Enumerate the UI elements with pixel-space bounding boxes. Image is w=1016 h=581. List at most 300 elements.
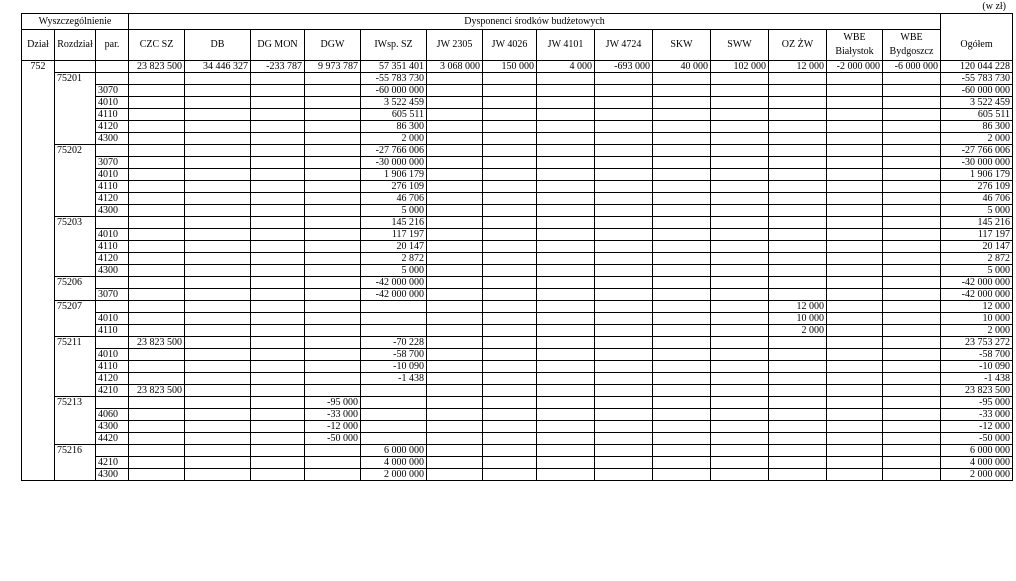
cell-value [595,421,653,433]
cell-total: -33 000 [941,409,1013,421]
cell-rozdzial [55,121,96,133]
cell-value [483,109,537,121]
cell-value [883,385,941,397]
cell-value [827,421,883,433]
cell-value [251,277,305,289]
cell-value [305,301,361,313]
cell-value [595,85,653,97]
cell-value [711,157,769,169]
cell-value [595,385,653,397]
cell-value [483,337,537,349]
cell-total: -30 000 000 [941,157,1013,169]
cell-par: 4120 [96,253,129,265]
cell-value: 12 000 [769,301,827,313]
cell-value [653,301,711,313]
cell-value [483,217,537,229]
cell-par: 4010 [96,97,129,109]
cell-value [711,217,769,229]
unit-label: (w zł) [982,1,1006,12]
cell-value [129,433,185,445]
cell-value [653,409,711,421]
cell-total: 6 000 000 [941,445,1013,457]
cell-value [427,265,483,277]
cell-value [427,109,483,121]
table-row [22,85,1013,97]
cell-value [185,277,251,289]
cell-rozdzial [55,157,96,169]
cell-value [883,409,941,421]
cell-value [129,421,185,433]
cell-value: 117 197 [361,229,427,241]
cell-dzial [22,409,55,421]
cell-value [653,349,711,361]
cell-value [305,253,361,265]
cell-value [883,445,941,457]
cell-value [251,313,305,325]
header-par: par. [96,30,129,61]
cell-value [827,301,883,313]
cell-value [185,289,251,301]
header-col: SKW [653,30,711,61]
cell-value [711,169,769,181]
cell-par [96,145,129,157]
cell-value [483,433,537,445]
cell-value [827,241,883,253]
cell-value [185,361,251,373]
cell-value [595,157,653,169]
cell-value [711,397,769,409]
cell-value [251,169,305,181]
cell-value [305,205,361,217]
cell-total: 10 000 [941,313,1013,325]
cell-total: -58 700 [941,349,1013,361]
cell-value [537,109,595,121]
cell-value [305,181,361,193]
cell-rozdzial [55,313,96,325]
cell-value: -27 766 006 [361,145,427,157]
cell-value [185,121,251,133]
cell-value [653,121,711,133]
cell-value: 23 823 500 [129,385,185,397]
cell-value: 2 000 000 [361,469,427,481]
cell-value: 10 000 [769,313,827,325]
cell-value [537,337,595,349]
cell-value [361,409,427,421]
cell-dzial [22,73,55,85]
cell-value [711,265,769,277]
cell-total: 12 000 [941,301,1013,313]
cell-par: 4110 [96,325,129,337]
cell-value [883,253,941,265]
cell-value [129,325,185,337]
cell-value [483,181,537,193]
cell-value [251,325,305,337]
cell-rozdzial [55,241,96,253]
cell-value [305,289,361,301]
cell-par [96,397,129,409]
cell-value [427,145,483,157]
cell-rozdzial: 75201 [55,73,96,85]
cell-value [883,181,941,193]
cell-value [711,337,769,349]
cell-value [251,337,305,349]
cell-value: -60 000 000 [361,85,427,97]
cell-rozdzial [55,181,96,193]
cell-value [427,313,483,325]
cell-value [305,97,361,109]
cell-value: -70 228 [361,337,427,349]
cell-value [185,145,251,157]
cell-dzial [22,325,55,337]
cell-value: -12 000 [305,421,361,433]
cell-value [769,457,827,469]
cell-value [251,361,305,373]
cell-value [427,85,483,97]
cell-dzial [22,193,55,205]
cell-value [883,397,941,409]
cell-value [595,313,653,325]
cell-value [483,373,537,385]
cell-par [96,445,129,457]
cell-value [129,313,185,325]
cell-value [305,385,361,397]
cell-value [769,445,827,457]
cell-value [537,241,595,253]
cell-value [185,457,251,469]
cell-value [883,337,941,349]
cell-dzial [22,97,55,109]
cell-rozdzial [55,253,96,265]
cell-total: -1 438 [941,373,1013,385]
cell-value [711,349,769,361]
cell-value [537,121,595,133]
cell-value [769,265,827,277]
cell-value [537,73,595,85]
cell-value [537,85,595,97]
cell-value [305,109,361,121]
cell-total: -60 000 000 [941,85,1013,97]
cell-value [483,253,537,265]
cell-value [769,109,827,121]
cell-value [483,157,537,169]
table-row [22,445,1013,457]
cell-value [883,277,941,289]
header-col: DB [185,30,251,61]
cell-value [483,421,537,433]
cell-value [827,349,883,361]
table-row [22,277,1013,289]
header-col: JW 4026 [483,30,537,61]
cell-value [305,133,361,145]
cell-value [129,301,185,313]
cell-value [305,157,361,169]
cell-value [185,301,251,313]
cell-dzial [22,337,55,349]
cell-rozdzial [55,325,96,337]
cell-value [827,457,883,469]
cell-value [185,373,251,385]
cell-dzial [22,397,55,409]
table-row [22,253,1013,265]
cell-rozdzial [55,229,96,241]
cell-value [827,109,883,121]
cell-value [251,109,305,121]
cell-value [883,157,941,169]
cell-value [251,229,305,241]
cell-value [537,361,595,373]
cell-value [251,397,305,409]
cell-value [769,337,827,349]
cell-value [185,253,251,265]
cell-total: 117 197 [941,229,1013,241]
cell-value [827,217,883,229]
cell-value [827,277,883,289]
cell-value [185,313,251,325]
cell-value [769,193,827,205]
cell-value [827,145,883,157]
cell-value [427,133,483,145]
cell-value [711,133,769,145]
cell-value [427,373,483,385]
cell-value [883,85,941,97]
cell-value [595,145,653,157]
cell-value [769,73,827,85]
cell-total: 276 109 [941,181,1013,193]
cell-value [595,193,653,205]
cell-rozdzial [55,109,96,121]
cell-value [251,385,305,397]
cell-total: 23 753 272 [941,337,1013,349]
cell-par: 4110 [96,361,129,373]
header-total-top [941,14,1013,30]
header-group-main: Dysponenci środków budżetowych [129,14,941,30]
header-col: DGW [305,30,361,61]
cell-value [251,373,305,385]
cell-total: -95 000 [941,397,1013,409]
cell-value [653,109,711,121]
cell-value [361,313,427,325]
cell-value [595,457,653,469]
cell-rozdzial: 75202 [55,145,96,157]
cell-value [595,133,653,145]
cell-value: 3 522 459 [361,97,427,109]
cell-value [251,157,305,169]
header-col: WBE Białystok [827,30,883,61]
cell-value [595,109,653,121]
cell-value [427,301,483,313]
cell-value [185,397,251,409]
cell-value [595,301,653,313]
cell-value: -42 000 000 [361,289,427,301]
cell-value [883,349,941,361]
cell-value [251,205,305,217]
cell-value [883,193,941,205]
cell-value [883,433,941,445]
cell-value [483,85,537,97]
cell-value [129,265,185,277]
cell-value [361,433,427,445]
cell-value [483,241,537,253]
cell-value [711,229,769,241]
cell-value [251,433,305,445]
cell-value [883,133,941,145]
cell-value [537,229,595,241]
cell-value [595,181,653,193]
cell-value [653,313,711,325]
cell-rozdzial [55,373,96,385]
cell-value [883,73,941,85]
cell-value [185,217,251,229]
cell-value [537,313,595,325]
cell-par: 4120 [96,193,129,205]
cell-par: 4300 [96,133,129,145]
cell-value [653,361,711,373]
header-dzial: Dział [22,30,55,61]
cell-value [653,253,711,265]
cell-value [305,457,361,469]
table-row [22,157,1013,169]
cell-value [883,301,941,313]
cell-value [251,97,305,109]
cell-dzial [22,133,55,145]
cell-value [185,85,251,97]
cell-value: 2 872 [361,253,427,265]
table-row [22,469,1013,481]
cell-value: -2 000 000 [827,61,883,73]
cell-value [427,181,483,193]
cell-value [595,325,653,337]
cell-value [361,385,427,397]
cell-value [185,421,251,433]
cell-value [185,409,251,421]
cell-value [653,289,711,301]
cell-value [769,289,827,301]
cell-value [769,397,827,409]
table-row [22,97,1013,109]
cell-value [129,409,185,421]
cell-dzial: 752 [22,61,55,73]
cell-value [537,385,595,397]
cell-value [769,217,827,229]
cell-rozdzial [55,193,96,205]
cell-value [185,169,251,181]
cell-value [305,373,361,385]
cell-value [827,253,883,265]
cell-rozdzial [55,265,96,277]
cell-value [483,121,537,133]
cell-value [769,241,827,253]
cell-value [827,169,883,181]
cell-value [827,337,883,349]
cell-par [96,61,129,73]
cell-dzial [22,433,55,445]
cell-value [769,253,827,265]
cell-value [483,193,537,205]
cell-value [483,397,537,409]
cell-value [653,145,711,157]
cell-dzial [22,181,55,193]
cell-value [361,421,427,433]
cell-value [251,469,305,481]
cell-value [185,97,251,109]
cell-value [129,457,185,469]
cell-value [769,169,827,181]
table-row [22,121,1013,133]
cell-rozdzial [55,61,96,73]
cell-rozdzial [55,289,96,301]
cell-value [427,325,483,337]
cell-value [769,205,827,217]
cell-value [537,133,595,145]
cell-value [427,409,483,421]
cell-value [827,373,883,385]
cell-dzial [22,445,55,457]
cell-value [185,181,251,193]
cell-value [769,85,827,97]
cell-value [827,181,883,193]
cell-value [595,205,653,217]
table-row [22,181,1013,193]
cell-value [305,445,361,457]
cell-value [305,217,361,229]
cell-par: 4210 [96,457,129,469]
cell-value [305,85,361,97]
cell-value [711,325,769,337]
cell-value [537,169,595,181]
cell-value [251,181,305,193]
table-row [22,109,1013,121]
table-row [22,217,1013,229]
cell-dzial [22,169,55,181]
cell-value [595,217,653,229]
cell-par: 3070 [96,85,129,97]
cell-dzial [22,385,55,397]
cell-value: 102 000 [711,61,769,73]
table-row [22,241,1013,253]
cell-value [595,289,653,301]
cell-value [537,409,595,421]
cell-value [129,397,185,409]
header-rozdzial: Rozdział [55,30,96,61]
cell-value: 5 000 [361,265,427,277]
cell-value: -233 787 [251,61,305,73]
cell-value [251,73,305,85]
cell-value [653,373,711,385]
cell-value [427,193,483,205]
cell-value [883,109,941,121]
cell-value [595,337,653,349]
cell-value [427,73,483,85]
cell-value [537,145,595,157]
cell-value [827,85,883,97]
cell-value [769,421,827,433]
cell-value [537,433,595,445]
cell-value [769,181,827,193]
cell-value [711,205,769,217]
cell-value [427,253,483,265]
cell-rozdzial [55,97,96,109]
cell-value [129,157,185,169]
cell-value [711,445,769,457]
cell-value [595,349,653,361]
cell-value [483,133,537,145]
cell-value [711,373,769,385]
cell-dzial [22,373,55,385]
header-col: JW 4101 [537,30,595,61]
cell-value [653,469,711,481]
cell-dzial [22,289,55,301]
cell-value [537,373,595,385]
